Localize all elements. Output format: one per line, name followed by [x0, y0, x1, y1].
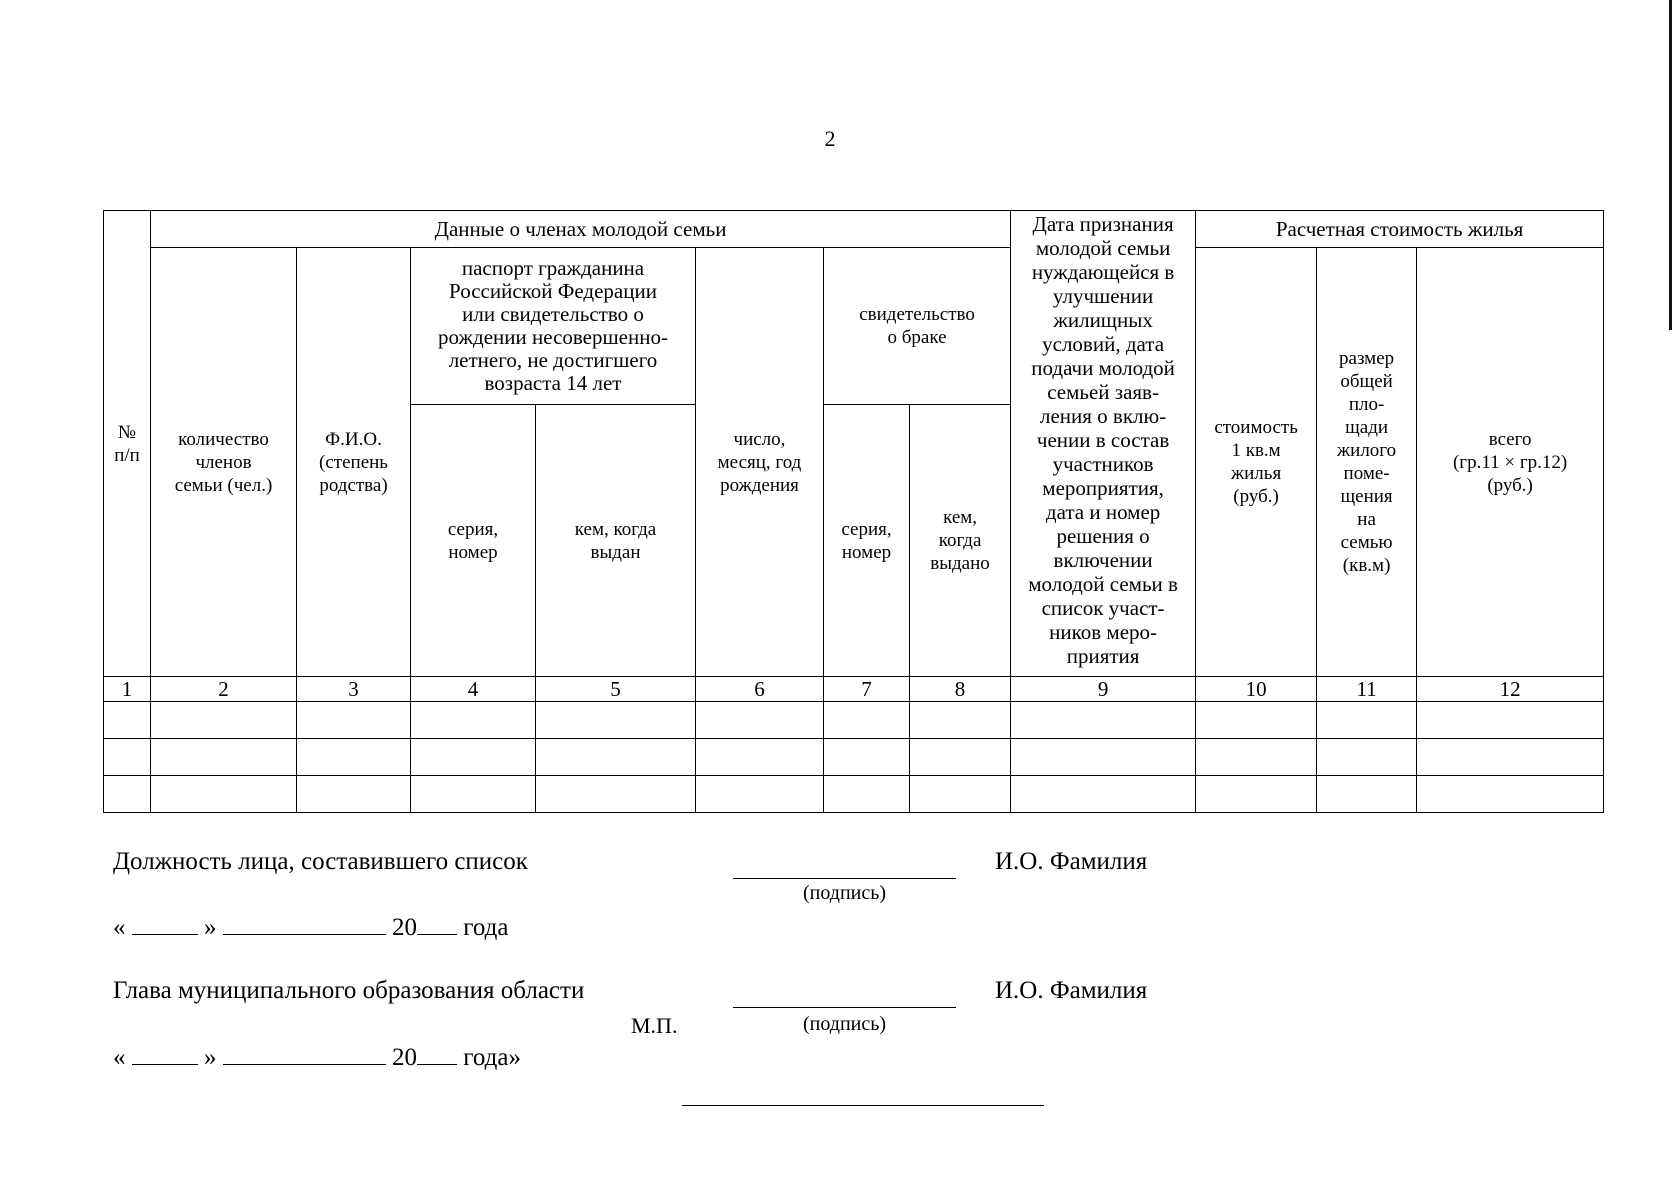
col-marriage-series-header: серия, номер	[824, 405, 910, 677]
group-marriage-header: свидетельство о браке	[824, 248, 1011, 405]
table-cell[interactable]	[104, 702, 151, 739]
table-cell[interactable]	[1317, 739, 1417, 776]
column-number: 7	[824, 677, 910, 702]
table-cell[interactable]	[104, 776, 151, 813]
table-cell[interactable]	[536, 739, 696, 776]
scan-edge-mark	[1669, 0, 1672, 330]
table-body	[104, 702, 1604, 813]
table-row	[104, 702, 1604, 739]
column-number: 10	[1196, 677, 1317, 702]
date-open-quote: «	[113, 1044, 126, 1071]
table-cell[interactable]	[411, 702, 536, 739]
table-cell[interactable]	[536, 776, 696, 813]
table-cell[interactable]	[151, 702, 297, 739]
table-cell[interactable]	[910, 776, 1011, 813]
col-fio-header: Ф.И.О. (степень родства)	[297, 248, 411, 677]
stamp-place-label: М.П.	[631, 1013, 678, 1038]
table-cell[interactable]	[1196, 739, 1317, 776]
date-close-quote: »	[204, 914, 217, 941]
head-signature-line	[733, 1007, 956, 1008]
col-total-header: всего (гр.11 × гр.12) (руб.)	[1417, 248, 1604, 677]
head-signature-caption: (подпись)	[802, 1013, 887, 1035]
compiler-name-label: И.О. Фамилия	[995, 848, 1148, 875]
col-recognition-date-header: Дата признания молодой семьи нуждающейся в улучшении жилищных условий, дата подачи молодой семьей заяв- ления о вклю- чении в состав участников мероприятия, дата и номер решения о включении молодой семьи в список участ- ников меро- приятия	[1011, 211, 1196, 677]
col-marriage-issued-header: кем, когда выдано	[910, 405, 1011, 677]
table-cell[interactable]	[297, 776, 411, 813]
column-number: 3	[297, 677, 411, 702]
table-cell[interactable]	[1317, 776, 1417, 813]
column-number-row	[104, 677, 1604, 702]
table-cell[interactable]	[297, 702, 411, 739]
table-cell[interactable]	[824, 702, 910, 739]
date-close-quote: »	[204, 1044, 217, 1071]
table-cell[interactable]	[696, 702, 824, 739]
closing-separator-line	[682, 1105, 1044, 1106]
column-number: 2	[151, 677, 297, 702]
table-cell[interactable]	[696, 739, 824, 776]
group-family-header: Данные о членах молодой семьи	[151, 211, 1011, 248]
head-name-label: И.О. Фамилия	[995, 977, 1148, 1004]
column-number: 6	[696, 677, 824, 702]
date-open-quote: «	[113, 914, 126, 941]
column-number: 4	[411, 677, 536, 702]
table-cell[interactable]	[1417, 702, 1604, 739]
head-position-label: Глава муниципального образования области	[113, 977, 585, 1004]
column-number: 5	[536, 677, 696, 702]
column-number: 12	[1417, 677, 1604, 702]
table-cell[interactable]	[151, 739, 297, 776]
year-suffix: года	[463, 914, 509, 941]
day-blank	[132, 912, 198, 935]
table-cell[interactable]	[411, 739, 536, 776]
table-cell[interactable]	[1417, 739, 1604, 776]
compiler-signature-line	[733, 878, 956, 879]
table-cell[interactable]	[696, 776, 824, 813]
table-cell[interactable]	[1011, 776, 1196, 813]
col-no-header: № п/п	[104, 211, 151, 677]
table-cell[interactable]	[1317, 702, 1417, 739]
table-cell[interactable]	[824, 776, 910, 813]
table-row	[104, 739, 1604, 776]
year-prefix: 20	[392, 914, 417, 941]
table-cell[interactable]	[1196, 702, 1317, 739]
table-cell[interactable]	[104, 739, 151, 776]
col-cost-sqm-header: стоимость 1 кв.м жилья (руб.)	[1196, 248, 1317, 677]
col-birthdate-header: число, месяц, год рождения	[696, 248, 824, 677]
column-number: 1	[104, 677, 151, 702]
table-row	[104, 776, 1604, 813]
compiler-signature-caption: (подпись)	[802, 882, 887, 904]
year-blank	[417, 912, 457, 935]
table-cell[interactable]	[151, 776, 297, 813]
month-blank	[223, 912, 386, 935]
month-blank	[223, 1042, 386, 1065]
col-passport-issued-header: кем, когда выдан	[536, 405, 696, 677]
table-cell[interactable]	[1196, 776, 1317, 813]
page-number: 2	[824, 126, 836, 151]
head-date-line	[113, 1042, 521, 1072]
compiler-position-label: Должность лица, составившего список	[113, 848, 528, 875]
table-cell[interactable]	[1011, 702, 1196, 739]
compiler-date-line	[113, 912, 508, 942]
column-number: 8	[910, 677, 1011, 702]
day-blank	[132, 1042, 198, 1065]
column-number: 11	[1317, 677, 1417, 702]
group-cost-header: Расчетная стоимость жилья	[1196, 211, 1604, 248]
young-family-list-table	[103, 210, 1604, 813]
col-count-header: количество членов семьи (чел.)	[151, 248, 297, 677]
table-cell[interactable]	[824, 739, 910, 776]
table-cell[interactable]	[1011, 739, 1196, 776]
table-cell[interactable]	[910, 739, 1011, 776]
col-area-header: размер общей пло- щади жилого поме- щения на семью (кв.м)	[1317, 248, 1417, 677]
table-cell[interactable]	[297, 739, 411, 776]
year-prefix: 20	[392, 1044, 417, 1071]
table-cell[interactable]	[411, 776, 536, 813]
year-suffix: года»	[463, 1044, 521, 1071]
table-cell[interactable]	[910, 702, 1011, 739]
col-passport-series-header: серия, номер	[411, 405, 536, 677]
group-passport-header: паспорт гражданина Российской Федерации или свидетельство о рождении несовершенно- летнего, не достигшего возраста 14 лет	[411, 248, 696, 405]
table-cell[interactable]	[1417, 776, 1604, 813]
column-number: 9	[1011, 677, 1196, 702]
table-cell[interactable]	[536, 702, 696, 739]
year-blank	[417, 1042, 457, 1065]
